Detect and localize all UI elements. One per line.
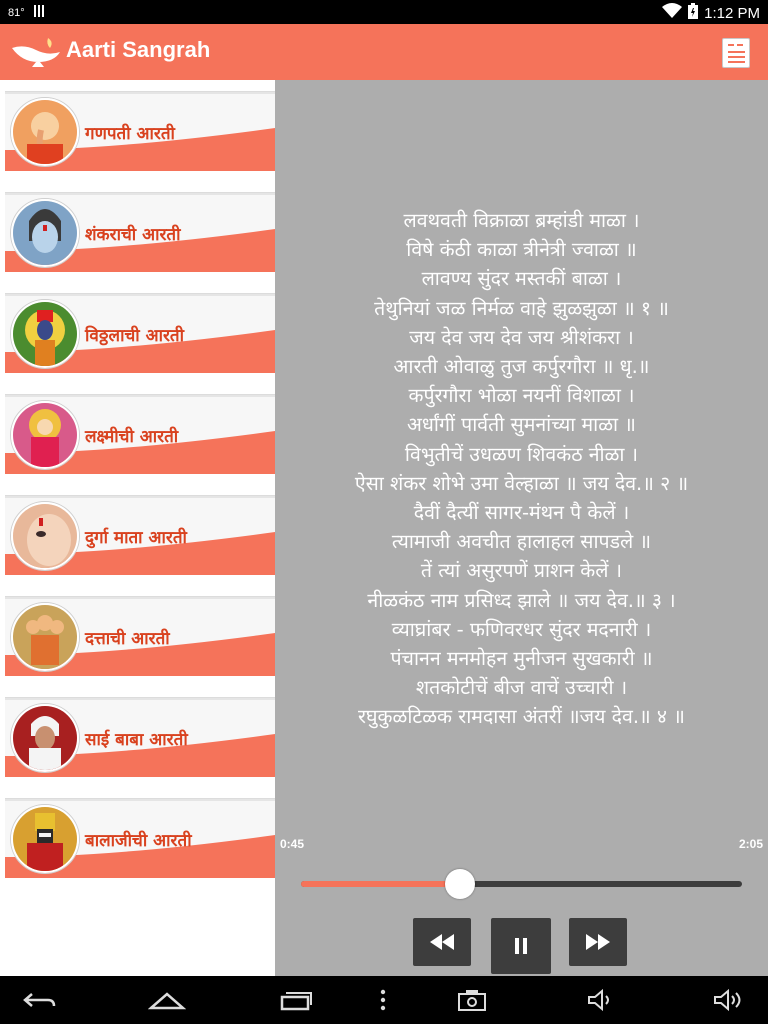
- status-right: [662, 3, 760, 23]
- lyric-line: शतकोटीचें बीज वाचें उच्चारी ।: [415, 676, 628, 700]
- seek-thumb[interactable]: [445, 869, 475, 899]
- shankar-avatar: [11, 199, 79, 267]
- lyrics-panel: [275, 80, 768, 976]
- lyric-line: आरती ओवाळु तुज कर्पुरगौरा ॥ धृ.॥: [393, 355, 650, 379]
- clock: 1:12 PM: [704, 4, 760, 22]
- screenshot-icon[interactable]: [456, 988, 488, 1012]
- total-duration: 2:05: [738, 837, 763, 851]
- aarti-label: दुर्गा माता आरती: [85, 528, 187, 548]
- aarti-list-item[interactable]: [5, 798, 275, 878]
- lyrics-text: [275, 206, 768, 732]
- aarti-lamp-icon: [10, 36, 64, 68]
- aarti-list-item[interactable]: [5, 91, 275, 171]
- fast-forward-button[interactable]: [569, 918, 627, 966]
- app-title: Aarti Sangrah: [66, 37, 211, 62]
- lyric-line: ऐसा शंकर शोभे उमा वेल्हाळा ॥ जय देव.॥ २ ॥: [354, 471, 689, 495]
- lyric-line: कर्पुरगौरा भोळा नयनीं विशाळा ।: [408, 384, 635, 408]
- lyric-line: लवथवती विक्राळा ब्रम्हांडी माळा ।: [403, 209, 640, 232]
- volume-up-icon[interactable]: [712, 988, 746, 1012]
- aarti-label: बालाजीची आरती: [85, 831, 192, 851]
- datta-avatar: [11, 603, 79, 671]
- balaji-avatar: [11, 805, 79, 873]
- status-bar: [0, 0, 768, 24]
- saibaba-avatar: [11, 704, 79, 772]
- aarti-label: लक्ष्मीची आरती: [85, 427, 179, 447]
- back-icon[interactable]: [22, 988, 56, 1012]
- lyric-line: दैवीं दैत्यीं सागर-मंथन पै केलें ।: [413, 501, 630, 525]
- about-button[interactable]: [722, 38, 750, 68]
- aarti-list-item[interactable]: [5, 293, 275, 373]
- lyric-line: त्यामाजी अवचीत हालाहल सापडले ॥: [391, 530, 652, 554]
- seek-bar[interactable]: [301, 881, 742, 887]
- durga-avatar: [11, 502, 79, 570]
- lyric-line: पंचानन मनमोहन मुनीजन सुखकारी ॥: [390, 647, 653, 671]
- temperature-text: 81°: [8, 6, 25, 19]
- rewind-icon: [413, 918, 471, 966]
- lyric-line: रघुकुळटिळक रामदासा अंतरीं ॥जय देव.॥ ४ ॥: [358, 705, 685, 729]
- home-icon[interactable]: [148, 988, 186, 1012]
- vitthal-avatar: [11, 300, 79, 368]
- aarti-label: शंकराची आरती: [85, 225, 181, 245]
- lakshmi-avatar: [11, 401, 79, 469]
- lyric-line: तें त्यां असुरपणें प्राशन केलें ।: [420, 559, 623, 583]
- elapsed-time: 0:45: [280, 837, 305, 851]
- app-bar: [0, 24, 768, 80]
- aarti-list-item[interactable]: [5, 192, 275, 272]
- rewind-button[interactable]: [413, 918, 471, 966]
- menu-icon[interactable]: [378, 988, 388, 1012]
- wifi-icon: [662, 3, 682, 23]
- aarti-list-item[interactable]: [5, 596, 275, 676]
- volume-down-icon[interactable]: [586, 988, 614, 1012]
- lyric-line: व्याघ्रांबर - फणिवरधर सुंदर मदनारी ।: [391, 617, 652, 641]
- lyric-line: जय देव जय देव जय श्रीशंकरा ।: [409, 325, 634, 349]
- battery-icon: [688, 3, 698, 23]
- lyric-line: अर्धांगीं पार्वती सुमनांच्या माळा ॥: [407, 413, 636, 437]
- aarti-label: गणपती आरती: [85, 124, 175, 144]
- aarti-label: दत्ताची आरती: [85, 629, 170, 649]
- navigation-bar: [0, 976, 768, 1024]
- aarti-list: [5, 91, 275, 888]
- aarti-list-item[interactable]: [5, 394, 275, 474]
- aarti-label: विठ्ठलाची आरती: [85, 326, 185, 346]
- seek-progress: [301, 881, 460, 887]
- lyric-line: तेथुनियां जळ निर्मळ वाहे झुळझुळा ॥ १ ॥: [374, 296, 669, 320]
- lyric-line: विषे कंठी काळा त्रीनेत्री ज्वाळा ॥: [406, 238, 637, 262]
- recent-apps-icon[interactable]: [278, 988, 314, 1012]
- status-left: [8, 5, 45, 20]
- lyric-line: नीळकंठ नाम प्रसिध्द झाले ॥ जय देव.॥ ३ ।: [367, 588, 676, 612]
- pause-icon: [491, 918, 551, 974]
- ganpati-avatar: [11, 98, 79, 166]
- aarti-list-item[interactable]: [5, 697, 275, 777]
- pause-button[interactable]: [491, 918, 551, 974]
- lyric-line: लावण्य सुंदर मस्तकीं बाळा ।: [421, 267, 622, 291]
- aarti-label: साई बाबा आरती: [85, 730, 188, 750]
- notification-icon: [33, 5, 45, 20]
- aarti-list-item[interactable]: [5, 495, 275, 575]
- fast-forward-icon: [569, 918, 627, 966]
- lyric-line: विभुतीचें उधळण शिवकंठ नीळा ।: [404, 442, 639, 466]
